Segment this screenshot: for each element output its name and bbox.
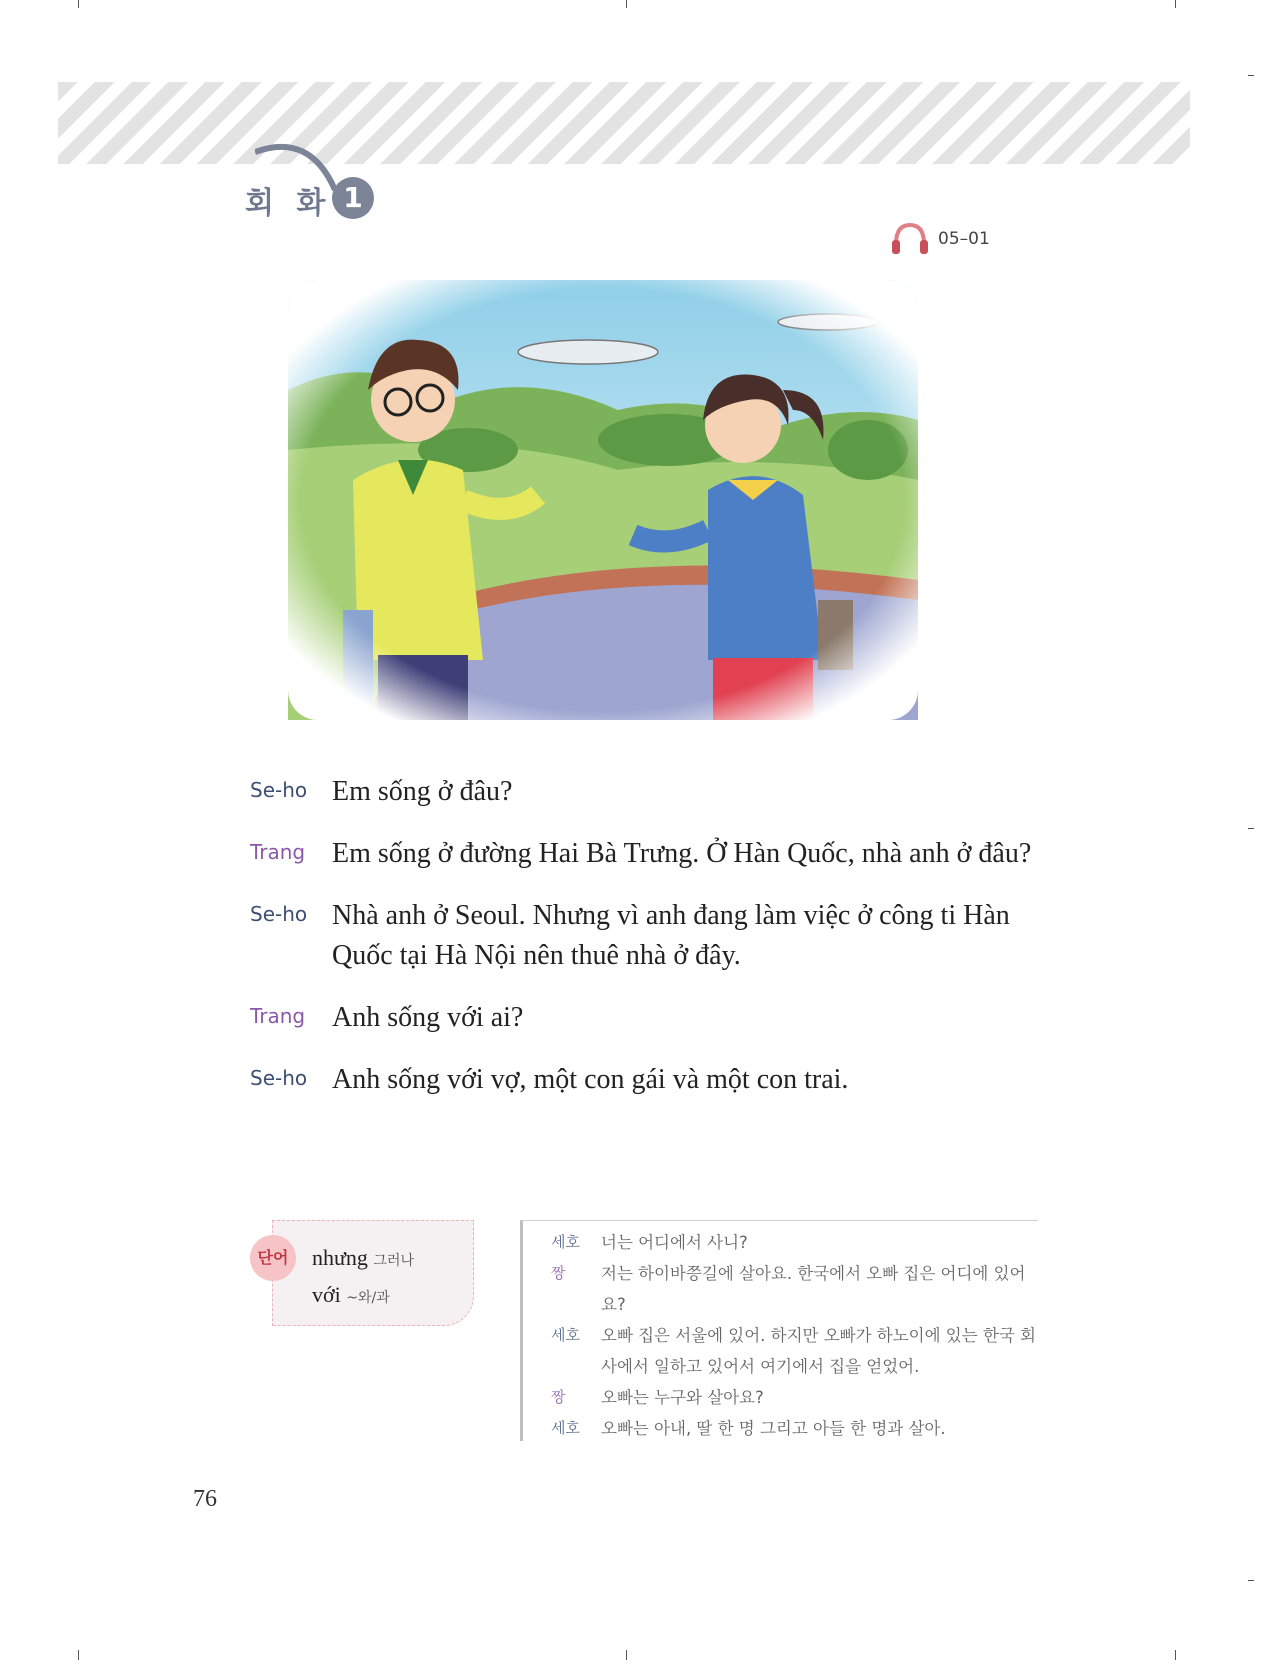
translation-text: 오빠는 누구와 살아요? bbox=[601, 1388, 764, 1407]
section-title: 회 화 bbox=[245, 186, 332, 221]
translation-speaker: 세호 bbox=[551, 1419, 580, 1437]
speaker-name: Se-ho bbox=[250, 1066, 308, 1090]
crop-mark bbox=[78, 1650, 79, 1660]
crop-mark bbox=[78, 0, 79, 8]
audio-track-code: 05–01 bbox=[938, 229, 990, 249]
translation-line bbox=[523, 1227, 1038, 1258]
translation-text: 오빠 집은 서울에 있어. 하지만 오빠가 하노이에 있는 한국 회사에서 일하고 있어서 여기에서 집을 얻었어. bbox=[601, 1326, 1036, 1376]
vocabulary-box bbox=[272, 1220, 474, 1326]
vocabulary-item bbox=[312, 1245, 414, 1271]
crop-mark bbox=[1248, 1580, 1254, 1581]
crop-mark bbox=[1175, 1650, 1176, 1660]
translation-line bbox=[523, 1413, 1038, 1444]
crop-mark bbox=[1248, 75, 1254, 76]
speaker-name: Se-ho bbox=[250, 902, 308, 926]
vocabulary-word: với bbox=[312, 1282, 341, 1307]
translation-text: 오빠는 아내, 딸 한 명 그리고 아들 한 명과 살아. bbox=[601, 1419, 946, 1438]
dialogue-line bbox=[250, 998, 1050, 1038]
korean-translation bbox=[520, 1220, 1038, 1441]
crop-mark bbox=[626, 0, 627, 8]
utterance: Nhà anh ở Seoul. Nhưng vì anh đang làm việc ở công ti Hàn Quốc tại Hà Nội nên thuê nhà ở đây. bbox=[332, 900, 1010, 971]
header-stripe-band bbox=[58, 82, 1190, 164]
speaker-name: Trang bbox=[250, 1004, 306, 1028]
conversation-illustration bbox=[288, 280, 918, 720]
vocabulary-word: nhưng bbox=[312, 1245, 368, 1270]
translation-speaker: 짱 bbox=[551, 1388, 566, 1406]
translation-speaker: 짱 bbox=[551, 1264, 566, 1282]
audio-track[interactable] bbox=[890, 222, 990, 256]
crop-mark bbox=[626, 1650, 627, 1660]
translation-line bbox=[523, 1382, 1038, 1413]
speaker-name: Trang bbox=[250, 840, 306, 864]
dialogue-line bbox=[250, 896, 1050, 976]
utterance: Em sống ở đường Hai Bà Trưng. Ở Hàn Quốc, nhà anh ở đâu? bbox=[332, 838, 1032, 869]
section-number-badge: 1 bbox=[332, 177, 374, 219]
translation-line bbox=[523, 1320, 1038, 1382]
dialogue bbox=[250, 772, 1050, 1122]
utterance: Anh sống với ai? bbox=[332, 1002, 524, 1033]
utterance: Anh sống với vợ, một con gái và một con trai. bbox=[332, 1064, 849, 1095]
translation-line bbox=[523, 1258, 1038, 1320]
translation-speaker: 세호 bbox=[551, 1326, 580, 1344]
vocabulary-meaning: 그러나 bbox=[373, 1253, 415, 1269]
dialogue-line bbox=[250, 1060, 1050, 1100]
translation-speaker: 세호 bbox=[551, 1233, 580, 1251]
vocabulary-tag: 단어 bbox=[250, 1235, 296, 1281]
vocabulary-item bbox=[312, 1282, 390, 1308]
translation-text: 저는 하이바쯩길에 살아요. 한국에서 오빠 집은 어디에 있어요? bbox=[601, 1264, 1026, 1314]
dialogue-line bbox=[250, 772, 1050, 812]
speaker-name: Se-ho bbox=[250, 778, 308, 802]
translation-text: 너는 어디에서 사니? bbox=[601, 1233, 748, 1252]
dialogue-line bbox=[250, 834, 1050, 874]
utterance: Em sống ở đâu? bbox=[332, 776, 513, 807]
crop-mark bbox=[1248, 828, 1254, 829]
headphones-icon bbox=[890, 222, 930, 256]
vocabulary-meaning: ~와/과 bbox=[346, 1290, 390, 1306]
crop-mark bbox=[1175, 0, 1176, 8]
page-number: 76 bbox=[193, 1486, 217, 1512]
